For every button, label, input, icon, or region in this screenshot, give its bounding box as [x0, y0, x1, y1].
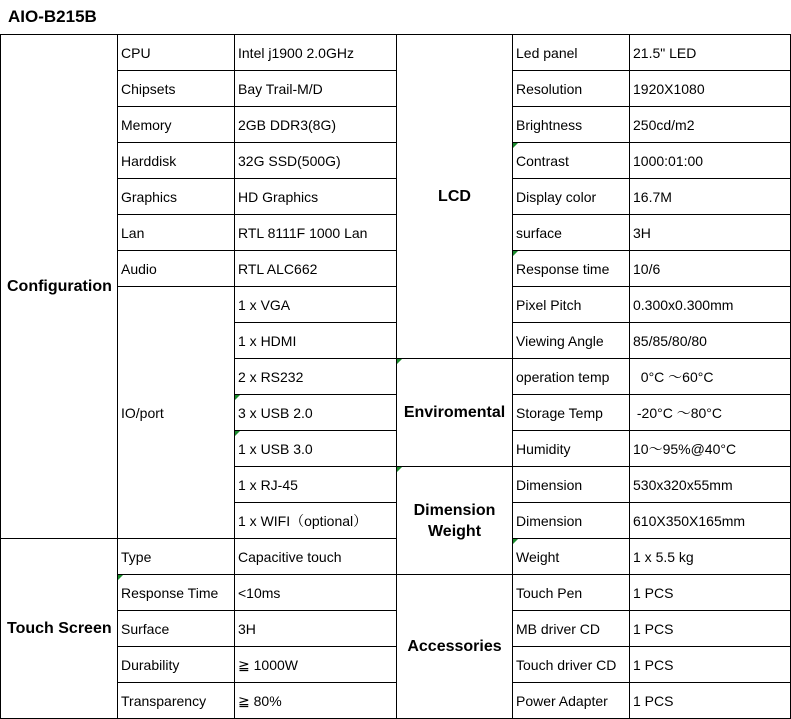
spec-label: Humidity: [513, 431, 630, 467]
spec-value: 1 PCS: [630, 647, 791, 683]
spec-value: 0.300x0.300mm: [630, 287, 791, 323]
table-row: [1, 683, 791, 719]
table-row: [1, 215, 791, 251]
spec-value: 2GB DDR3(8G): [235, 107, 397, 143]
spec-value: 3H: [630, 215, 791, 251]
spec-value: Intel j1900 2.0GHz: [235, 35, 397, 71]
spec-label: Harddisk: [118, 143, 235, 179]
table-row: [1, 251, 791, 287]
spec-label: Surface: [118, 611, 235, 647]
spec-label: Response time: [513, 251, 630, 287]
spec-value: RTL ALC662: [235, 251, 397, 287]
io-port-item: 2 x RS232: [235, 359, 397, 395]
spec-label: Power Adapter: [513, 683, 630, 719]
spec-label: Led panel: [513, 35, 630, 71]
page-title: AIO-B215B: [8, 7, 97, 26]
spec-value: 32G SSD(500G): [235, 143, 397, 179]
table-row: [1, 575, 791, 611]
section-configuration: Configuration: [1, 35, 118, 539]
spec-value: 1 x 5.5 kg: [630, 539, 791, 575]
spec-label: Type: [118, 539, 235, 575]
spec-label: Memory: [118, 107, 235, 143]
spec-label: Weight: [513, 539, 630, 575]
io-port-item: 1 x RJ-45: [235, 467, 397, 503]
spec-label: Contrast: [513, 143, 630, 179]
spec-value: 1 PCS: [630, 683, 791, 719]
table-row: [1, 143, 791, 179]
table-row: [1, 647, 791, 683]
spec-value: 250cd/m2: [630, 107, 791, 143]
spec-value: 0°C ～60°C: [630, 359, 791, 395]
spec-value: 3H: [235, 611, 397, 647]
spec-label: Dimension: [513, 467, 630, 503]
spec-value: 1 PCS: [630, 611, 791, 647]
spec-label: Dimension: [513, 503, 630, 539]
section-accessories: Accessories: [397, 575, 513, 719]
table-row: [1, 179, 791, 215]
spec-value: -20°C ～80°C: [630, 395, 791, 431]
section-touch-screen: Touch Screen: [1, 539, 118, 719]
spec-label: Viewing Angle: [513, 323, 630, 359]
spec-label: CPU: [118, 35, 235, 71]
spec-value: Bay Trail-M/D: [235, 71, 397, 107]
spec-value: RTL 8111F 1000 Lan: [235, 215, 397, 251]
spec-value: 1000:01:00: [630, 143, 791, 179]
spec-label: Graphics: [118, 179, 235, 215]
spec-value: ≧ 1000W: [235, 647, 397, 683]
spec-value: 10～95%@40°C: [630, 431, 791, 467]
table-row: [1, 107, 791, 143]
spec-label: Chipsets: [118, 71, 235, 107]
io-port-item: 1 x HDMI: [235, 323, 397, 359]
section-lcd: LCD: [397, 35, 513, 359]
spec-label: Touch driver CD: [513, 647, 630, 683]
spec-label: Transparency: [118, 683, 235, 719]
spec-value: Capacitive touch: [235, 539, 397, 575]
spec-label: Pixel Pitch: [513, 287, 630, 323]
spec-label: Response Time: [118, 575, 235, 611]
spec-label: MB driver CD: [513, 611, 630, 647]
spec-value: ≧ 80%: [235, 683, 397, 719]
spec-value: 1 PCS: [630, 575, 791, 611]
spec-value: 85/85/80/80: [630, 323, 791, 359]
spec-value: HD Graphics: [235, 179, 397, 215]
section-weight-line: Weight: [427, 522, 482, 540]
spec-label: Storage Temp: [513, 395, 630, 431]
spec-label: Touch Pen: [513, 575, 630, 611]
spec-value: 1920X1080: [630, 71, 791, 107]
spec-value: 16.7M: [630, 179, 791, 215]
table-row: [1, 611, 791, 647]
io-port-item: 1 x WIFI（optional）: [235, 503, 397, 539]
spec-label: Brightness: [513, 107, 630, 143]
io-port-item: 1 x VGA: [235, 287, 397, 323]
spec-label: surface: [513, 215, 630, 251]
spec-label: Display color: [513, 179, 630, 215]
spec-label: operation temp: [513, 359, 630, 395]
ioport-label: IO/port: [118, 287, 235, 539]
section-dimension-line: Dimension: [413, 501, 496, 519]
section-dimension-weight: [397, 467, 513, 575]
spec-value: 530x320x55mm: [630, 467, 791, 503]
spec-label: Resolution: [513, 71, 630, 107]
table-row: [1, 539, 791, 575]
spec-value: <10ms: [235, 575, 397, 611]
table-row: [1, 287, 791, 323]
io-port-item: 3 x USB 2.0: [235, 395, 397, 431]
spec-value: 21.5" LED: [630, 35, 791, 71]
spec-label: Audio: [118, 251, 235, 287]
section-environmental: Enviromental: [397, 359, 513, 467]
spec-value: 10/6: [630, 251, 791, 287]
table-row: [1, 71, 791, 107]
io-port-item: 1 x USB 3.0: [235, 431, 397, 467]
spec-value: 610X350X165mm: [630, 503, 791, 539]
spec-label: Lan: [118, 215, 235, 251]
spec-table: [0, 34, 791, 719]
table-row: [1, 35, 791, 71]
spec-label: Durability: [118, 647, 235, 683]
